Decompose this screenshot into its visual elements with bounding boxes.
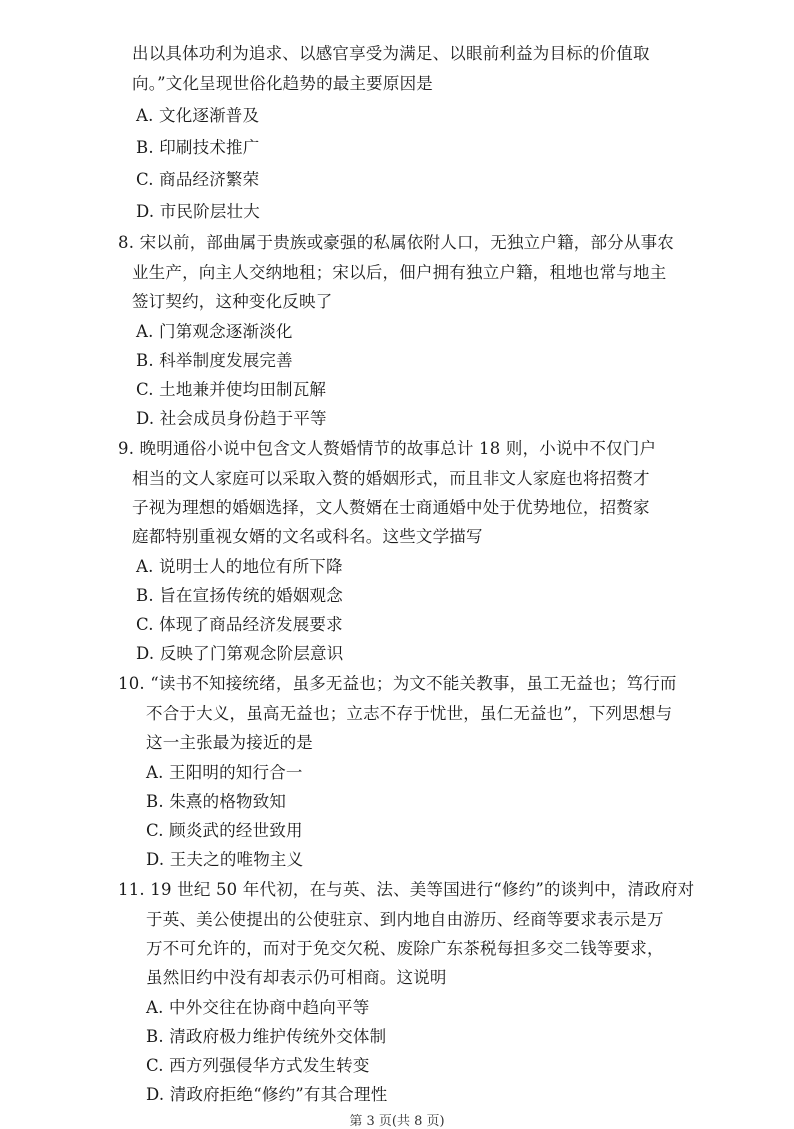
q8-option-a: A. 门第观念逐渐淡化: [136, 322, 293, 341]
q9-stem-line: 子视为理想的婚姻选择，文人赘婿在士商通婚中处于优势地位，招赘家: [132, 498, 650, 517]
page-footer: 第 3 页(共 8 页): [349, 1114, 445, 1129]
q11-option-b: B. 清政府极力维护传统外交体制: [146, 1027, 387, 1046]
q8-stem-line: 签订契约，这种变化反映了: [132, 292, 333, 311]
q8-option-d: D. 社会成员身份趋于平等: [136, 409, 327, 428]
q11-stem-line: 万不可允许的，而对于免交欠税、废除广东茶税每担多交二钱等要求，: [146, 939, 664, 958]
q9-stem-line: 庭都特别重视女婿的文名或科名。这些文学描写: [132, 527, 483, 546]
q9-option-d: D. 反映了门第观念阶层意识: [136, 644, 344, 663]
q11-option-a: A. 中外交往在协商中趋向平等: [146, 998, 370, 1017]
q11-stem-line: 虽然旧约中没有却表示仍可相商。这说明: [146, 968, 447, 987]
q11-stem-line: 于英、美公使提出的公使驻京、到内地自由游历、经商等要求表示是万: [146, 910, 664, 929]
q10-stem-line: 这一主张最为接近的是: [146, 733, 313, 752]
q10-option-a: A. 王阳明的知行合一: [146, 763, 303, 782]
intro-line: 向。”文化呈现世俗化趋势的最主要原因是: [132, 74, 433, 93]
q11-stem-line: 11. 19 世纪 50 年代初，在与英、法、美等国进行“修约”的谈判中，清政府对: [118, 880, 695, 899]
q10-stem-line: 10. “读书不知接统绪，虽多无益也；为文不能关教事，虽工无益也；笃行而: [118, 674, 677, 693]
intro-option-a: A. 文化逐渐普及: [136, 106, 260, 125]
q10-stem-line: 不合于大义，虽高无益也；立志不存于忧世，虽仁无益也”，下列思想与: [146, 704, 673, 723]
intro-line: 出以具体功利为追求、以感官享受为满足、以眼前利益为目标的价值取: [132, 44, 650, 63]
q10-option-d: D. 王夫之的唯物主义: [146, 850, 304, 869]
q8-option-c: C. 土地兼并使均田制瓦解: [136, 380, 327, 399]
intro-option-b: B. 印刷技术推广: [136, 138, 260, 157]
q8-stem-line: 业生产，向主人交纳地租；宋以后，佃户拥有独立户籍，租地也常与地主: [132, 263, 667, 282]
q9-option-b: B. 旨在宣扬传统的婚姻观念: [136, 586, 343, 605]
q8-stem-line: 8. 宋以前，部曲属于贵族或豪强的私属依附人口，无独立户籍，部分从事农: [118, 233, 674, 252]
q9-option-a: A. 说明士人的地位有所下降: [136, 557, 343, 576]
intro-option-c: C. 商品经济繁荣: [136, 170, 260, 189]
q11-option-d: D. 清政府拒绝“修约”有其合理性: [146, 1085, 388, 1104]
q9-option-c: C. 体现了商品经济发展要求: [136, 615, 343, 634]
q9-stem-line: 相当的文人家庭可以采取入赘的婚姻形式，而且非文人家庭也将招赘才: [132, 469, 650, 488]
q9-stem-line: 9. 晚明通俗小说中包含文人赘婚情节的故事总计 18 则，小说中不仅门户: [118, 439, 657, 458]
intro-option-d: D. 市民阶层壮大: [136, 202, 260, 221]
q10-option-b: B. 朱熹的格物致知: [146, 792, 287, 811]
q8-option-b: B. 科举制度发展完善: [136, 351, 293, 370]
q10-option-c: C. 顾炎武的经世致用: [146, 821, 303, 840]
q11-option-c: C. 西方列强侵华方式发生转变: [146, 1056, 370, 1075]
